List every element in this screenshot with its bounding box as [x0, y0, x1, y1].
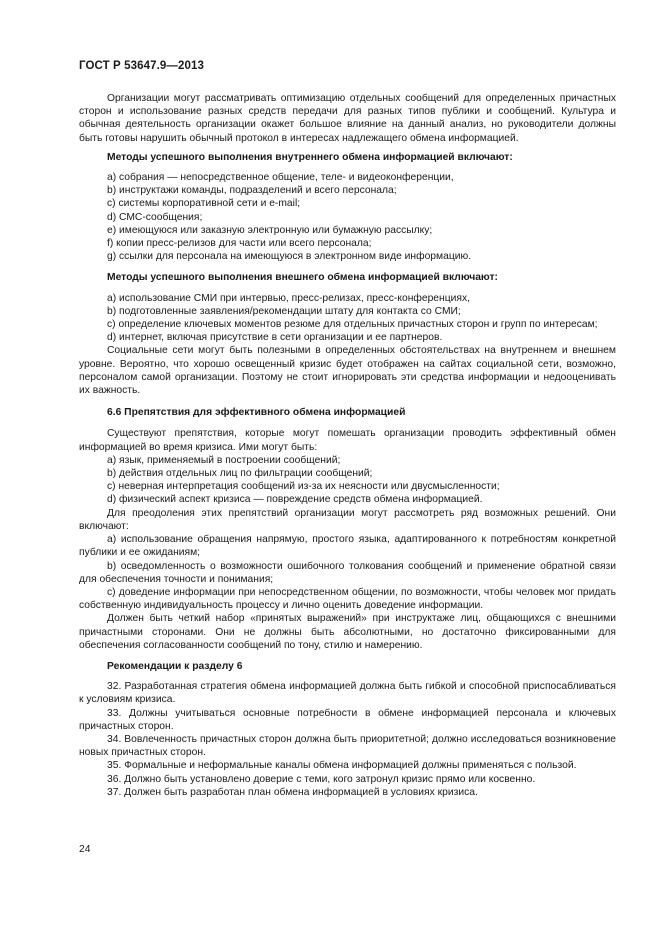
list-item: а) использование обращения напрямую, простого языка, адаптированного к потребностям конкретной публики и ее ожиданиям;	[79, 534, 616, 559]
list-item: c) системы корпоративной сети и e-mail;	[107, 198, 301, 210]
list-item: 35. Формальные и неформальные каналы обмена информацией должны применяться с пользой.	[107, 760, 577, 772]
list-item: а) язык, применяемый в построении сообщений;	[107, 454, 341, 466]
list-item: b) действия отдельных лиц по фильтрации сообщений;	[107, 468, 373, 480]
document-body	[79, 92, 616, 799]
list-item: c) неверная интерпретация сообщений из-за их неясности или двусмысленности;	[107, 481, 500, 493]
intro-paragraph: Организации могут рассматривать оптимизацию отдельных сообщений для определенных причастных сторон и использование разных средств передачи для разных типов публики и сообщений. Культура и обычная деятельность организации окажет большое влияние на данный анализ, но руководители должны быть готовы нарушить обычный протокол в интересах надлежащего обмена информацией.	[79, 93, 616, 144]
list-item: а) использование СМИ при интервью, пресс-релизах, пресс-конференциях,	[107, 292, 470, 304]
list-item: c) доведение информации при непосредственном общении, по возможности, чтобы человек мог придать собственную индивидуальность процессу и лично оценить доведение информации.	[79, 586, 616, 612]
external-methods-heading: Методы успешного выполнения внешнего обмена информацией включают:	[107, 272, 498, 284]
list-item: d) интернет, включая присутствие в сети организации и ее партнеров.	[107, 332, 443, 344]
external-methods-list	[79, 292, 616, 345]
list-item: 36. Должно быть установлено доверие с теми, кого затронул кризис прямо или косвенно.	[107, 773, 536, 785]
list-item: d) СМС-сообщения;	[107, 211, 203, 223]
list-item: g) ссылки для персонала на имеющуюся в электронном виде информацию.	[107, 251, 472, 263]
list-item: 34. Вовлеченность причастных сторон должна быть приоритетной; должно исследоваться возникновение новых причастных сторон.	[79, 733, 616, 759]
solutions-list	[79, 533, 616, 612]
internal-methods-list	[79, 171, 616, 263]
list-item: а) собрания — непосредственное общение, теле- и видеоконференции,	[107, 172, 454, 184]
section-6-6-title: 6.6 Препятствия для эффективного обмена информацией	[107, 407, 406, 419]
accepted-phrases-paragraph: Должен быть четкий набор «принятых выражений» при инструктаже лиц, общающихся с внешними причастными сторонами. Они не должны быть абсолютными, но достаточно фиксированными для обеспечения согласованности сообщений по тону, стилю и намерению.	[79, 613, 616, 651]
social-networks-paragraph: Социальные сети могут быть полезными в определенных обстоятельствах на внутреннем и внешнем уровне. Вероятно, что хорошо освещенный кризис будет отображен на сайтах социальной сети, возможно, персоналом самой организации. Поэтому не стоит игнорировать эти средства информации и недооценивать их важность.	[79, 345, 616, 397]
obstacles-intro-paragraph: Существуют препятствия, которые могут помешать организации проводить эффективный обмен информацией во время кризиса. Ими могут быть:	[79, 428, 616, 453]
list-item: b) инструктажи команды, подразделений и всего персонала;	[107, 185, 397, 197]
solutions-intro-paragraph: Для преодоления этих препятствий организации могут рассмотреть ряд возможных решений. Они включают:	[79, 507, 616, 532]
list-item: 33. Должны учитываться основные потребности в обмене информацией персонала и ключевых причастных сторон.	[79, 707, 616, 732]
page-number: 24	[79, 844, 91, 855]
list-item: c) определение ключевых моментов резюме для отдельных причастных сторон и групп по интересам;	[107, 319, 598, 331]
recommendations-heading: Рекомендации к разделу 6	[107, 660, 243, 672]
list-item: b) подготовленные заявления/рекомендации штату для контакта со СМИ;	[107, 305, 461, 317]
list-item: f) копии пресс-релизов для части или всего персонала;	[107, 238, 372, 250]
list-item: e) имеющуюся или заказную электронную или бумажную рассылку;	[107, 224, 433, 236]
list-item: 37. Должен быть разработан план обмена информацией в условиях кризиса.	[107, 786, 478, 798]
list-item: b) осведомленность о возможности ошибочного толкования сообщений и применение обратной связи для обеспечения точности и понимания;	[79, 560, 616, 585]
list-item: d) физический аспект кризиса — повреждение средств обмена информацией.	[107, 494, 483, 506]
list-item: 32. Разработанная стратегия обмена информацией должна быть гибкой и способной приспосабливаться к условиям кризиса.	[79, 681, 616, 706]
document-header: ГОСТ Р 53647.9—2013	[79, 60, 204, 72]
obstacles-list	[79, 454, 616, 507]
recommendations-list	[79, 680, 616, 799]
internal-methods-heading: Методы успешного выполнения внутреннего обмена информацией включают:	[107, 151, 513, 163]
